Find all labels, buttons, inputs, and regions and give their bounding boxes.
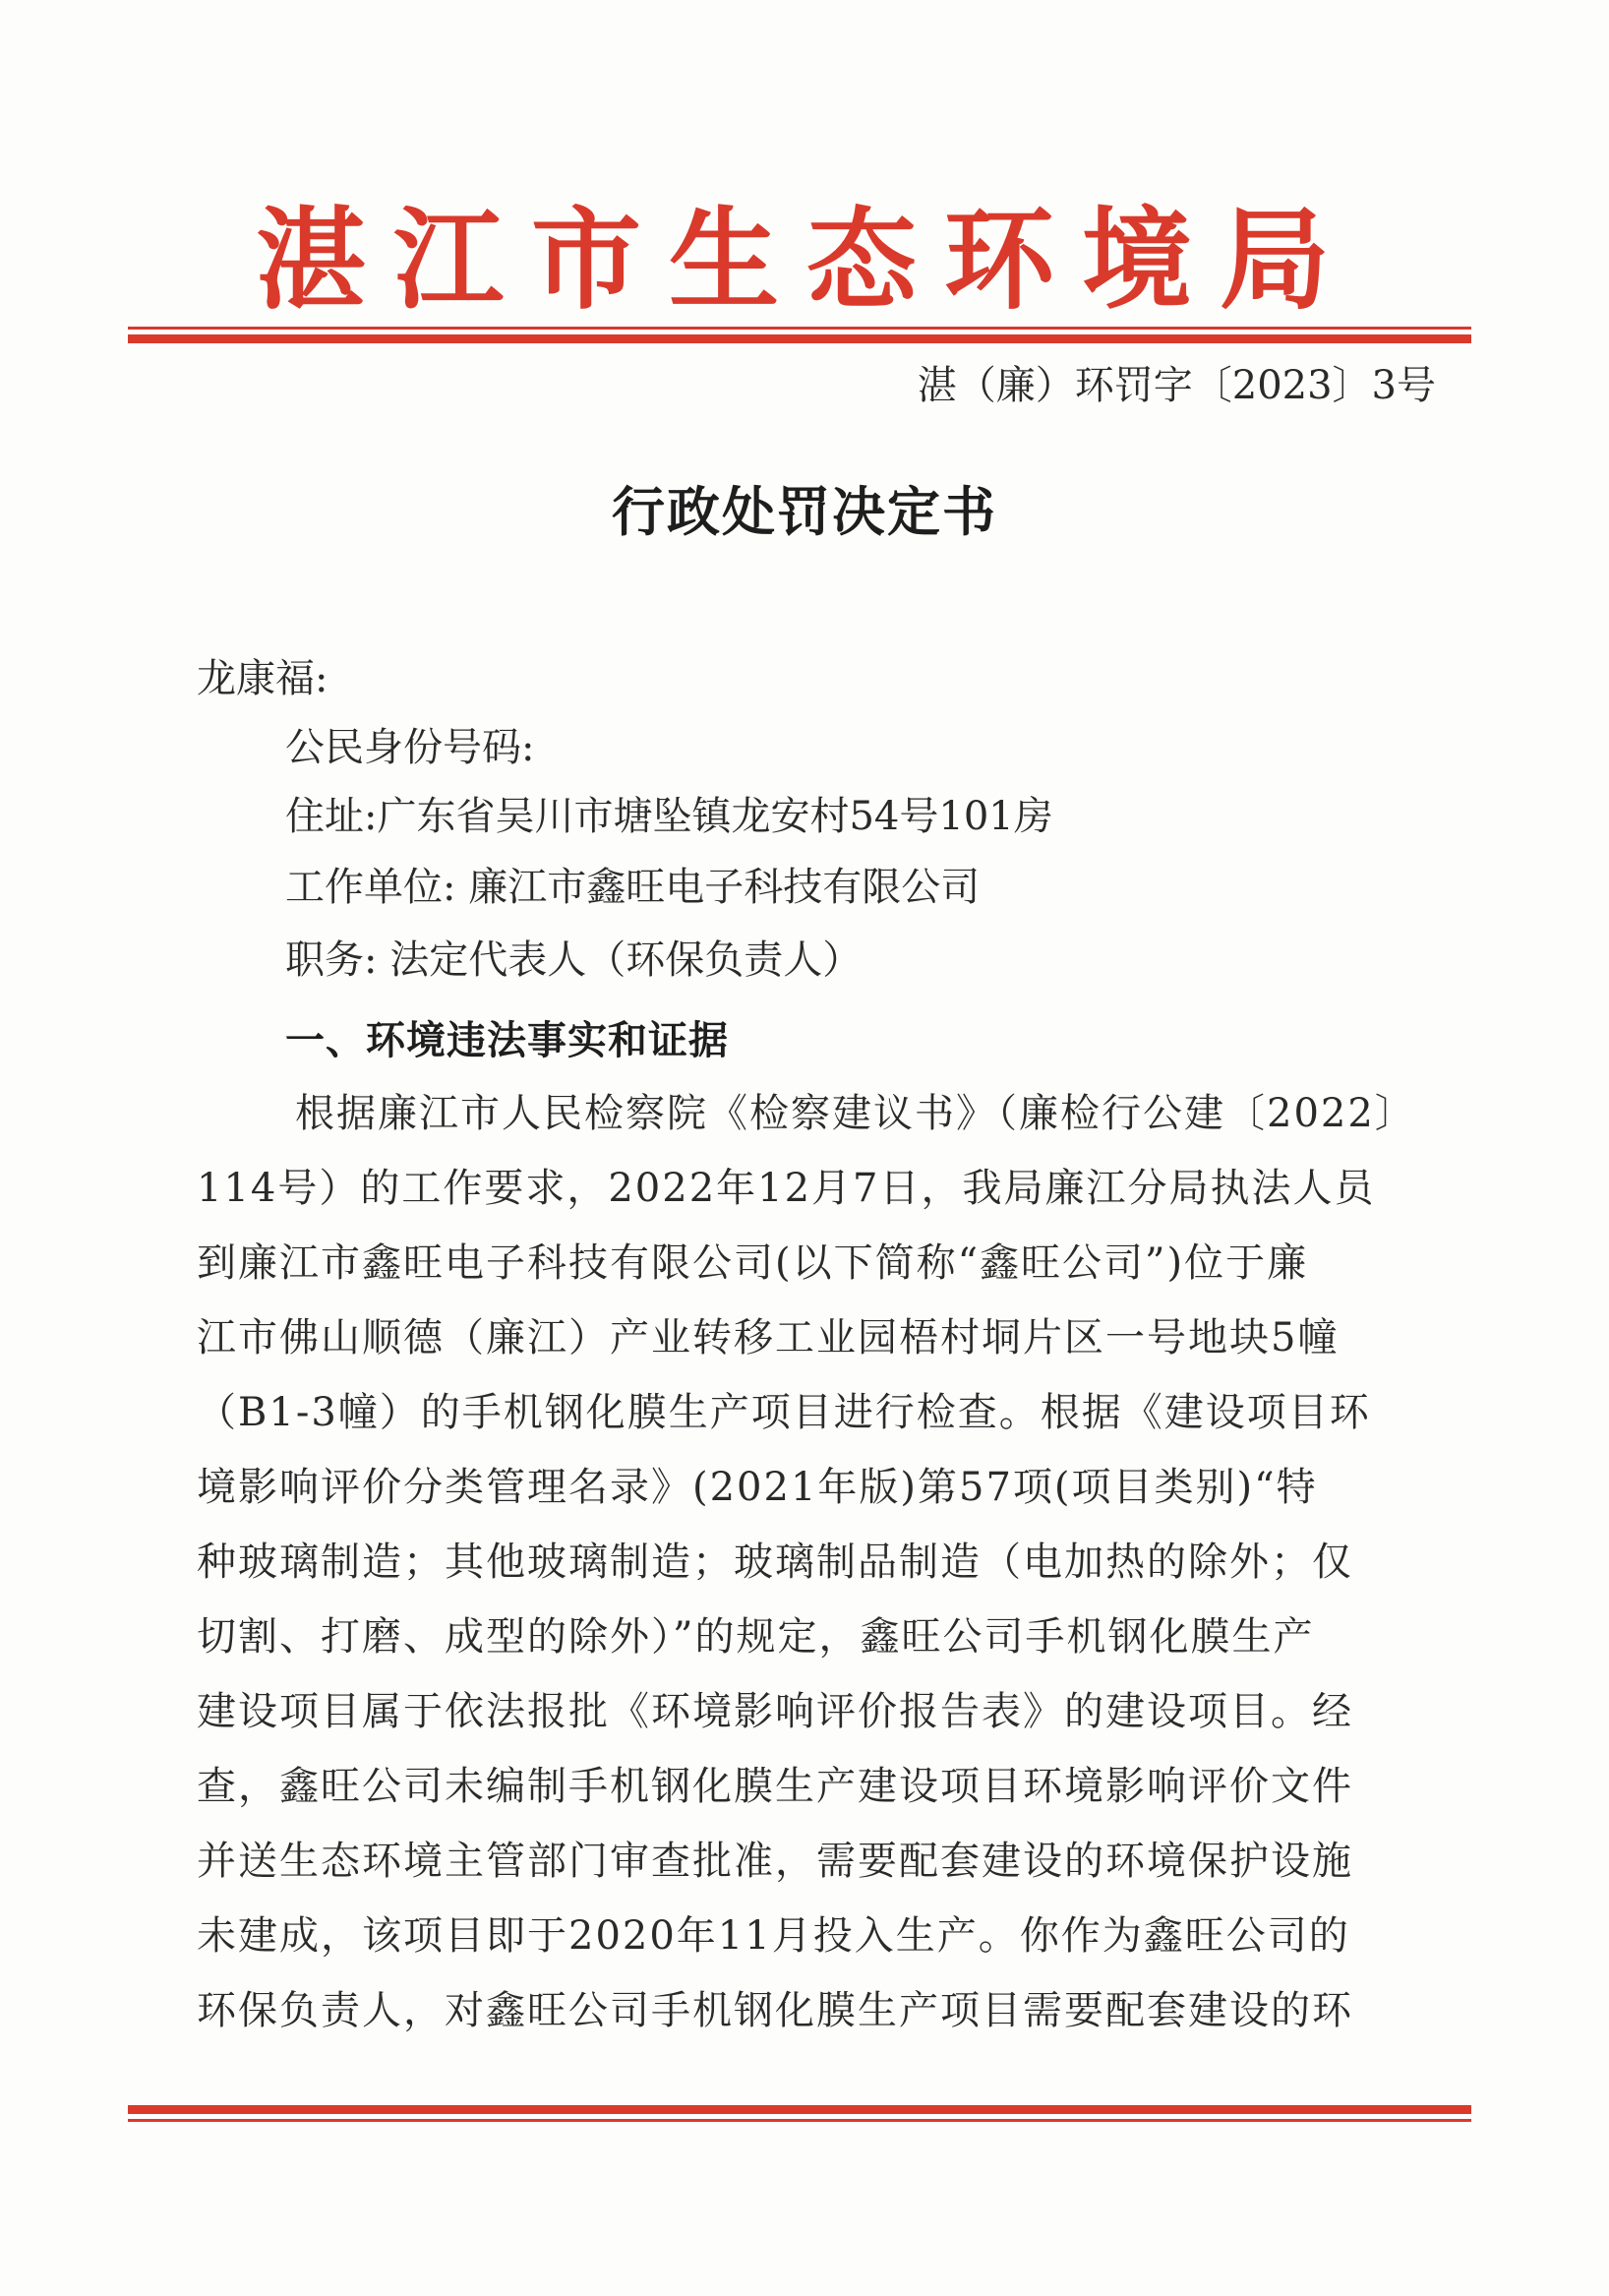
body-line: 并送生态环境主管部门审查批准，需要配套建设的环境保护设施 — [197, 1839, 1353, 1884]
document-title: 行政处罚决定书 — [612, 480, 997, 543]
footer-rule-thick — [128, 2105, 1471, 2114]
party-address: 住址:广东省吴川市塘坠镇龙安村54号101房 — [285, 794, 1053, 839]
section-body — [197, 1076, 1436, 2048]
party-employer: 工作单位: 廉江市鑫旺电子科技有限公司 — [285, 865, 981, 910]
party-position: 职务: 法定代表人（环保负责人） — [285, 937, 863, 983]
body-line: 环保负责人，对鑫旺公司手机钢化膜生产项目需要配套建设的环 — [197, 1988, 1353, 2033]
party-name: 龙康福: — [197, 656, 328, 701]
body-line: 江市佛山顺德（廉江）产业转移工业园梧村垌片区一号地块5幢 — [197, 1315, 1340, 1360]
body-line: （B1-3幢）的手机钢化膜生产项目进行检查。根据《建设项目环 — [197, 1390, 1371, 1435]
body-line: 到廉江市鑫旺电子科技有限公司(以下简称“鑫旺公司”)位于廉 — [197, 1240, 1309, 1286]
document-number: 湛（廉）环罚字〔2023〕3号 — [917, 363, 1436, 408]
body-line: 切割、打磨、成型的除外）”的规定，鑫旺公司手机钢化膜生产 — [197, 1614, 1315, 1660]
body-line: 种玻璃制造；其他玻璃制造；玻璃制品制造（电加热的除外；仅 — [197, 1540, 1353, 1585]
body-line: 查，鑫旺公司未编制手机钢化膜生产建设项目环境影响评价文件 — [197, 1764, 1353, 1809]
body-line: 未建成，该项目即于2020年11月投入生产。你作为鑫旺公司的 — [197, 1913, 1350, 1959]
body-line: 114号）的工作要求，2022年12月7日，我局廉江分局执法人员 — [197, 1166, 1376, 1211]
header-rule-thick — [128, 334, 1471, 343]
section-heading: 一、环境违法事实和证据 — [285, 1018, 729, 1063]
footer-rule-thin — [128, 2119, 1471, 2122]
body-line: 境影响评价分类管理名录》(2021年版)第57项(项目类别)“特 — [197, 1465, 1318, 1510]
body-line: 根据廉江市人民检察院《检察建议书》（廉检行公建〔2022〕 — [295, 1091, 1416, 1136]
agency-masthead: 湛江市生态环境局 — [256, 196, 1357, 325]
party-id-number: 公民身份号码: — [285, 725, 535, 770]
body-line: 建设项目属于依法报批《环境影响评价报告表》的建设项目。经 — [197, 1689, 1353, 1734]
header-rule-thin — [128, 327, 1471, 330]
